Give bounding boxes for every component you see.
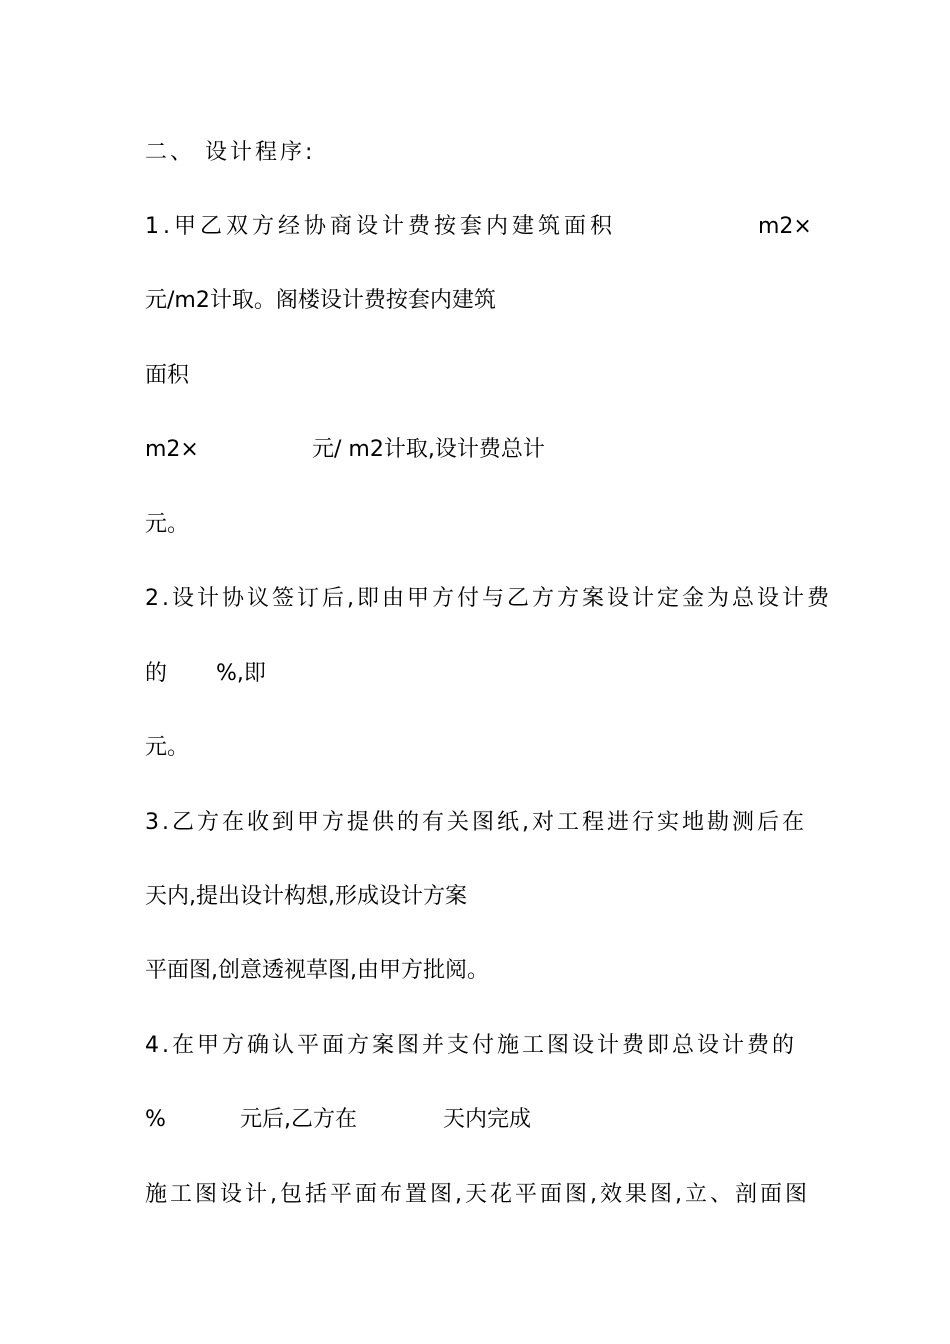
item-3-line-3: 平面图,创意透视草图,由甲方批阅。 (145, 958, 489, 983)
item-4-days-text: 天内完成 (443, 1107, 532, 1132)
item-2-percent-text: %,即 (216, 661, 266, 686)
item-1-unit: m2× (758, 214, 812, 239)
section-heading: 二、 设计程序: (145, 140, 316, 165)
item-4-percent: % (145, 1107, 166, 1132)
item-4-line-1: 4.在甲方确认平面方案图并支付施工图设计费即总设计费的 (145, 1033, 797, 1058)
item-1-line-5: 元。 (145, 512, 190, 537)
item-4-amount-text: 元后,乙方在 (240, 1107, 357, 1132)
item-1-area-unit: m2× (145, 437, 199, 462)
item-2-line-1: 2.设计协议签订后,即由甲方付与乙方方案设计定金为总设计费 (145, 586, 832, 611)
item-1-rate-text: 元/ m2计取,设计费总计 (312, 437, 545, 462)
item-2-line-3: 元。 (145, 735, 190, 760)
item-3-line-2: 天内,提出设计构想,形成设计方案 (145, 884, 467, 909)
item-2-of-text: 的 (145, 661, 168, 686)
item-1-line-3: 面积 (145, 363, 190, 388)
item-1-line-2: 元/m2计取。阁楼设计费按套内建筑 (145, 288, 496, 313)
item-3-line-1: 3.乙方在收到甲方提供的有关图纸,对工程进行实地勘测后在 (145, 810, 807, 835)
item-1-text: 1.甲乙双方经协商设计费按套内建筑面积 (145, 214, 616, 239)
item-4-line-3: 施工图设计,包括平面布置图,天花平面图,效果图,立、剖面图 (145, 1182, 810, 1207)
